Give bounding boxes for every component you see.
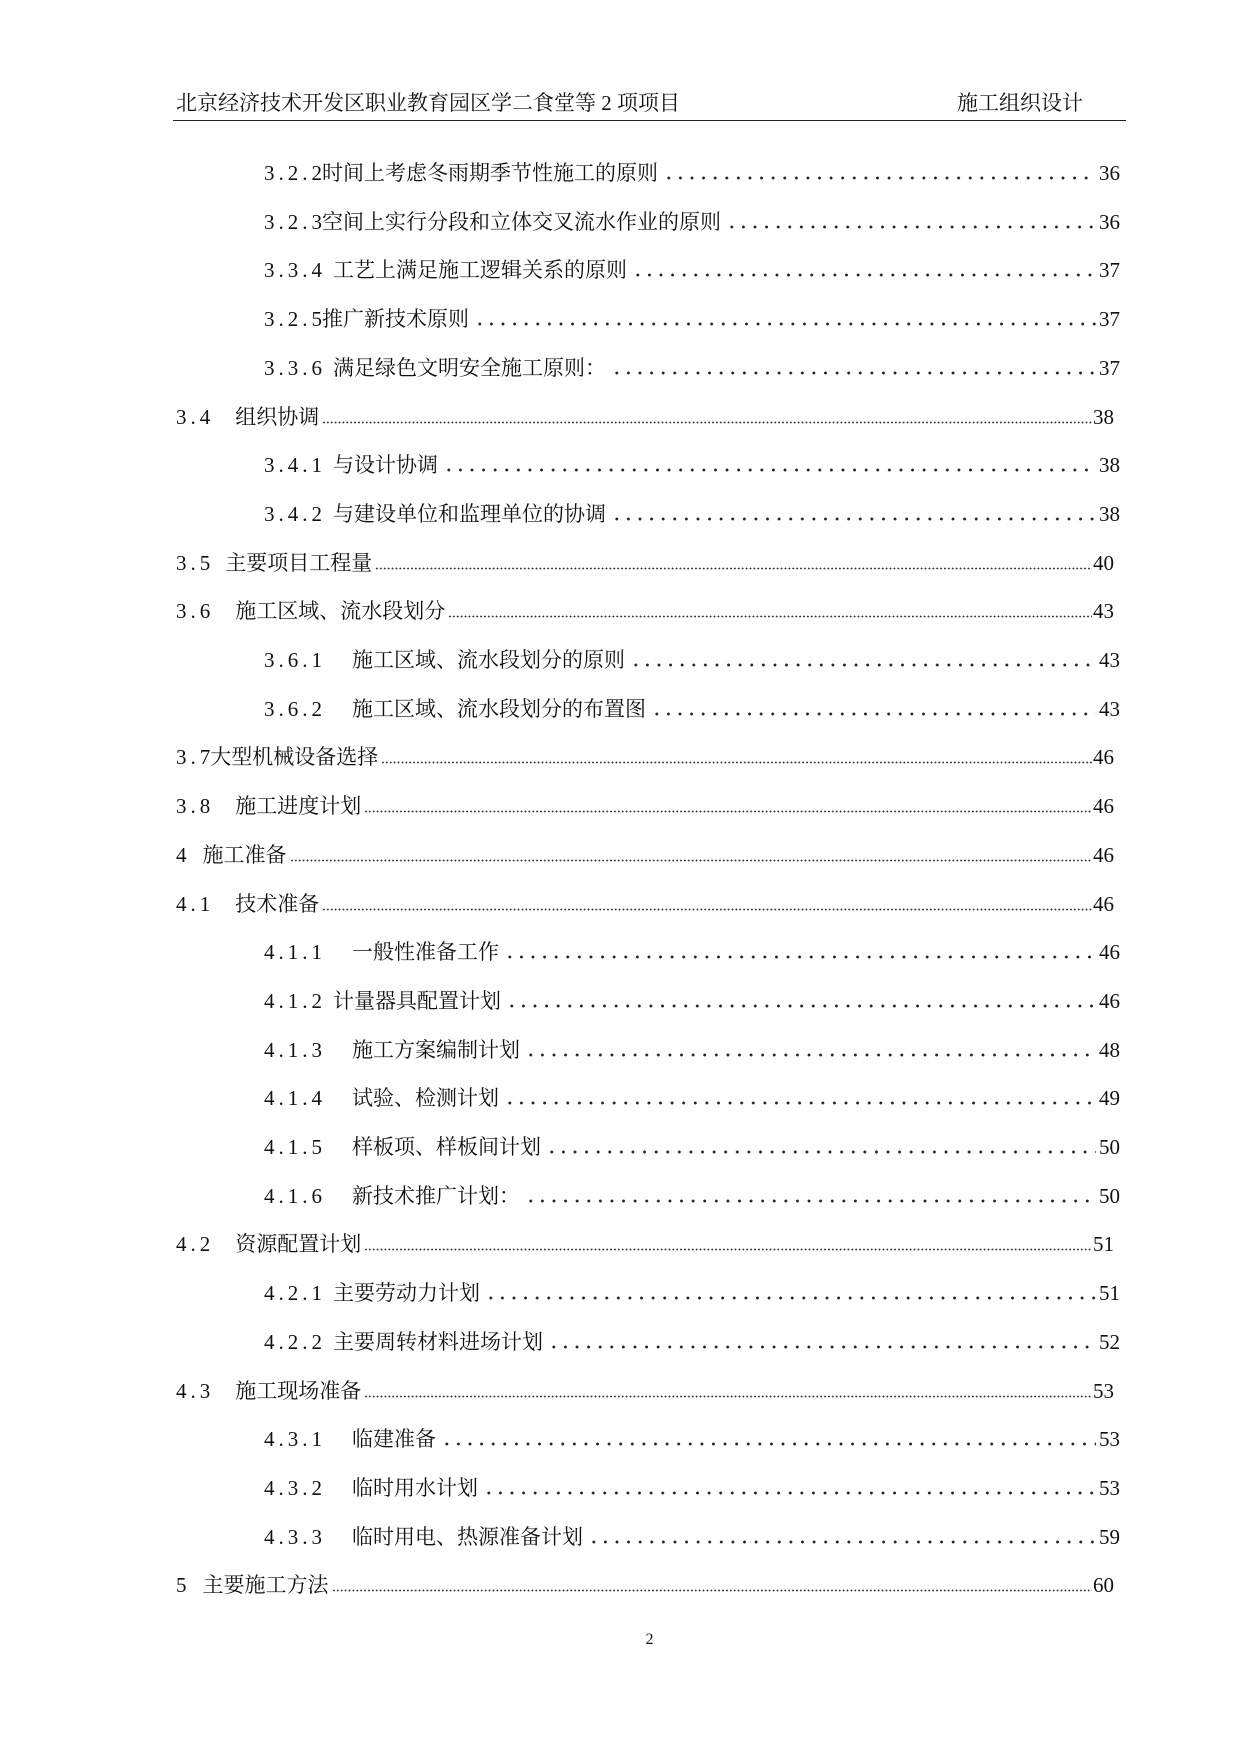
toc-entry-title: 样板项、样板间计划 (352, 1135, 541, 1159)
toc-entry-number: 4.2 (176, 1232, 215, 1257)
toc-entry-page: 53 (1093, 1378, 1114, 1403)
toc-entry-title: 计量器具配置计划 (333, 988, 501, 1013)
toc-entry-title: 与建设单位和监理单位的协调 (333, 501, 606, 526)
toc-entry (176, 587, 1114, 635)
toc-entry-page: 52 (1099, 1329, 1120, 1354)
toc-entry (264, 636, 1120, 684)
toc-dot-leader (443, 468, 1096, 472)
toc-dot-leader (525, 1053, 1096, 1057)
toc-entry (264, 149, 1120, 197)
toc-entry-page: 46 (1099, 988, 1120, 1013)
toc-dot-leader (611, 517, 1096, 521)
toc-entry-title: 时间上考虑冬雨期季节性施工的原则 (322, 161, 658, 185)
toc-entry-title: 主要施工方法 (202, 1573, 329, 1598)
toc-dot-leader (290, 859, 1093, 862)
toc-entry (176, 831, 1114, 879)
toc-entry-number: 4.1.4 (264, 1086, 326, 1111)
toc-entry (264, 295, 1120, 343)
toc-entry (264, 1318, 1120, 1366)
toc-entry-number: 4 (176, 842, 191, 867)
toc-entry-page: 60 (1093, 1573, 1114, 1598)
toc-entry-page: 46 (1093, 745, 1114, 770)
toc-dot-leader (630, 663, 1096, 667)
toc-dot-leader (485, 1296, 1096, 1300)
toc-entry-page: 46 (1099, 940, 1120, 965)
toc-entry-title: 施工区域、流水段划分的原则 (352, 648, 625, 672)
toc-entry-title: 主要劳动力计划 (333, 1281, 480, 1306)
toc-entry-title: 施工进度计划 (235, 794, 362, 819)
toc-entry-number: 3.5 (176, 550, 215, 575)
toc-entry-number: 3.7 (176, 745, 215, 770)
toc-entry-title: 施工区域、流水段划分的布置图 (352, 696, 646, 721)
toc-entry-title: 施工区域、流水段划分 (235, 599, 446, 624)
toc-entry-title: 一般性准备工作 (352, 940, 499, 965)
toc-dot-leader (364, 1248, 1092, 1251)
toc-entry-number: 4.3.3 (264, 1524, 326, 1549)
toc-entry-title: 施工方案编制计划 (352, 1037, 520, 1062)
toc-entry-number: 3.4 (176, 404, 215, 429)
toc-entry-number: 3.3.4 (264, 258, 326, 283)
toc-entry-number: 4.3.2 (264, 1475, 326, 1500)
toc-entry-number: 3.3.6 (264, 355, 326, 380)
toc-dot-leader (441, 1442, 1096, 1446)
toc-entry-page: 38 (1099, 501, 1120, 526)
toc-dot-leader (632, 273, 1096, 277)
toc-entry-title: 大型机械设备选择 (210, 745, 379, 770)
toc-dot-leader (474, 322, 1096, 326)
toc-entry-page: 49 (1099, 1086, 1120, 1111)
toc-entry-title: 主要周转材料进场计划 (333, 1329, 543, 1354)
toc-entry-page: 50 (1099, 1183, 1120, 1208)
toc-entry-title: 资源配置计划 (235, 1232, 362, 1257)
toc-dot-leader (364, 1395, 1092, 1398)
toc-dot-leader (611, 371, 1096, 375)
toc-entry-title: 组织协调 (235, 404, 320, 429)
header-project-title: 北京经济技术开发区职业教育园区学二食堂等 2 项项目 (176, 91, 680, 115)
toc-entry-number: 4.3 (176, 1378, 215, 1403)
toc-entry (176, 880, 1114, 928)
toc-entry-title: 空间上实行分段和立体交叉流水作业的原则 (322, 209, 721, 234)
toc-dot-leader (663, 176, 1096, 180)
toc-entry-page: 37 (1099, 307, 1120, 332)
toc-entry-page: 46 (1093, 794, 1114, 819)
toc-entry-number: 4.3.1 (264, 1427, 326, 1452)
toc-dot-leader (588, 1540, 1096, 1544)
toc-dot-leader (381, 761, 1092, 764)
toc-entry-page: 53 (1099, 1475, 1120, 1500)
toc-entry (264, 1464, 1120, 1512)
toc-entry (176, 1220, 1114, 1268)
toc-entry (264, 441, 1120, 489)
toc-entry (264, 246, 1120, 294)
toc-entry-page: 37 (1099, 355, 1120, 380)
toc-dot-leader (332, 1589, 1093, 1592)
toc-entry (176, 1561, 1114, 1609)
toc-entry (264, 1074, 1120, 1122)
toc-dot-leader (525, 1199, 1096, 1203)
toc-entry (264, 1123, 1120, 1171)
toc-entry-page: 46 (1093, 842, 1114, 867)
toc-entry-page: 53 (1099, 1427, 1120, 1452)
toc-entry (176, 539, 1114, 587)
toc-entry-title: 工艺上满足施工逻辑关系的原则 (333, 258, 627, 283)
toc-entry-page: 51 (1093, 1232, 1114, 1257)
toc-entry-title: 技术准备 (235, 891, 320, 916)
toc-entry-page: 43 (1099, 648, 1120, 672)
toc-entry-number: 3.4.1 (264, 453, 326, 478)
page-number: 2 (645, 1631, 654, 1648)
toc-entry-number: 3.2.2 (264, 161, 326, 185)
toc-dot-leader (504, 1101, 1096, 1105)
toc-entry-page: 43 (1099, 696, 1120, 721)
toc-entry-number: 3.6.1 (264, 648, 326, 672)
toc-entry (264, 1415, 1120, 1463)
toc-entry-number: 4.1.6 (264, 1183, 326, 1208)
toc-entry-title: 临建准备 (352, 1427, 436, 1452)
toc-dot-leader (651, 712, 1096, 716)
toc-entry-page: 38 (1093, 404, 1114, 429)
toc-entry-page: 50 (1099, 1135, 1120, 1159)
toc-entry-title: 施工准备 (202, 842, 287, 867)
toc-entry-page: 59 (1099, 1524, 1120, 1549)
toc-entry-title: 试验、检测计划 (352, 1086, 499, 1111)
toc-dot-leader (375, 567, 1092, 570)
toc-entry-page: 37 (1099, 258, 1120, 283)
toc-entry-number: 4.1.2 (264, 988, 326, 1013)
toc-entry (264, 1172, 1120, 1220)
toc-entry-number: 3.4.2 (264, 501, 326, 526)
toc-dot-leader (448, 615, 1092, 618)
toc-dot-leader (483, 1491, 1096, 1495)
toc-entry-number: 4.2.1 (264, 1281, 326, 1306)
toc-entry-number: 3.6 (176, 599, 215, 624)
toc-entry-number: 4.1.3 (264, 1037, 326, 1062)
toc-entry-number: 3.2.5 (264, 307, 326, 332)
toc-entry (264, 1513, 1120, 1561)
toc-entry-number: 3.2.3 (264, 209, 326, 234)
toc-entry-number: 3.6.2 (264, 696, 326, 721)
toc-entry (264, 977, 1120, 1025)
toc-entry-number: 4.1.5 (264, 1135, 326, 1159)
toc-entry-title: 与设计协调 (333, 453, 438, 478)
toc-entry (176, 733, 1114, 781)
header-document-type: 施工组织设计 (957, 91, 1083, 115)
toc-entry-page: 51 (1099, 1281, 1120, 1306)
toc-entry (264, 1026, 1120, 1074)
toc-entry-page: 36 (1099, 161, 1120, 185)
toc-entry-number: 5 (176, 1573, 191, 1598)
toc-entry (176, 393, 1114, 441)
toc-entry-number: 4.1.1 (264, 940, 326, 965)
toc-entry (264, 198, 1120, 246)
toc-entry-title: 主要项目工程量 (225, 550, 373, 575)
toc-entry-title: 施工现场准备 (235, 1378, 362, 1403)
toc-dot-leader (322, 908, 1092, 911)
toc-dot-leader (546, 1150, 1096, 1154)
toc-entry-title: 推广新技术原则 (322, 307, 469, 332)
toc-entry-page: 38 (1099, 453, 1120, 478)
toc-dot-leader (726, 225, 1096, 229)
toc-dot-leader (322, 421, 1092, 424)
toc-dot-leader (548, 1345, 1096, 1349)
toc-entry-title: 临时用水计划 (352, 1475, 478, 1500)
toc-entry (264, 1269, 1120, 1317)
toc-entry-page: 46 (1093, 891, 1114, 916)
toc-entry-page: 43 (1093, 599, 1114, 624)
toc-entry-number: 3.8 (176, 794, 215, 819)
toc-entry-title: 新技术推广计划： (352, 1183, 520, 1208)
toc-entry (176, 782, 1114, 830)
toc-entry (264, 928, 1120, 976)
toc-dot-leader (506, 1004, 1096, 1008)
toc-entry (176, 1367, 1114, 1415)
toc-dot-leader (364, 810, 1092, 813)
toc-entry-title: 满足绿色文明安全施工原则： (333, 355, 606, 380)
toc-entry-number: 4.1 (176, 891, 215, 916)
toc-entry-title: 临时用电、热源准备计划 (352, 1524, 583, 1549)
toc-entry-number: 4.2.2 (264, 1329, 326, 1354)
toc-dot-leader (504, 955, 1096, 959)
toc-entry-page: 36 (1099, 209, 1120, 234)
toc-entry-page: 40 (1093, 550, 1114, 575)
toc-entry (264, 685, 1120, 733)
toc-entry (264, 490, 1120, 538)
toc-entry-page: 48 (1099, 1037, 1120, 1062)
toc-entry (264, 344, 1120, 392)
